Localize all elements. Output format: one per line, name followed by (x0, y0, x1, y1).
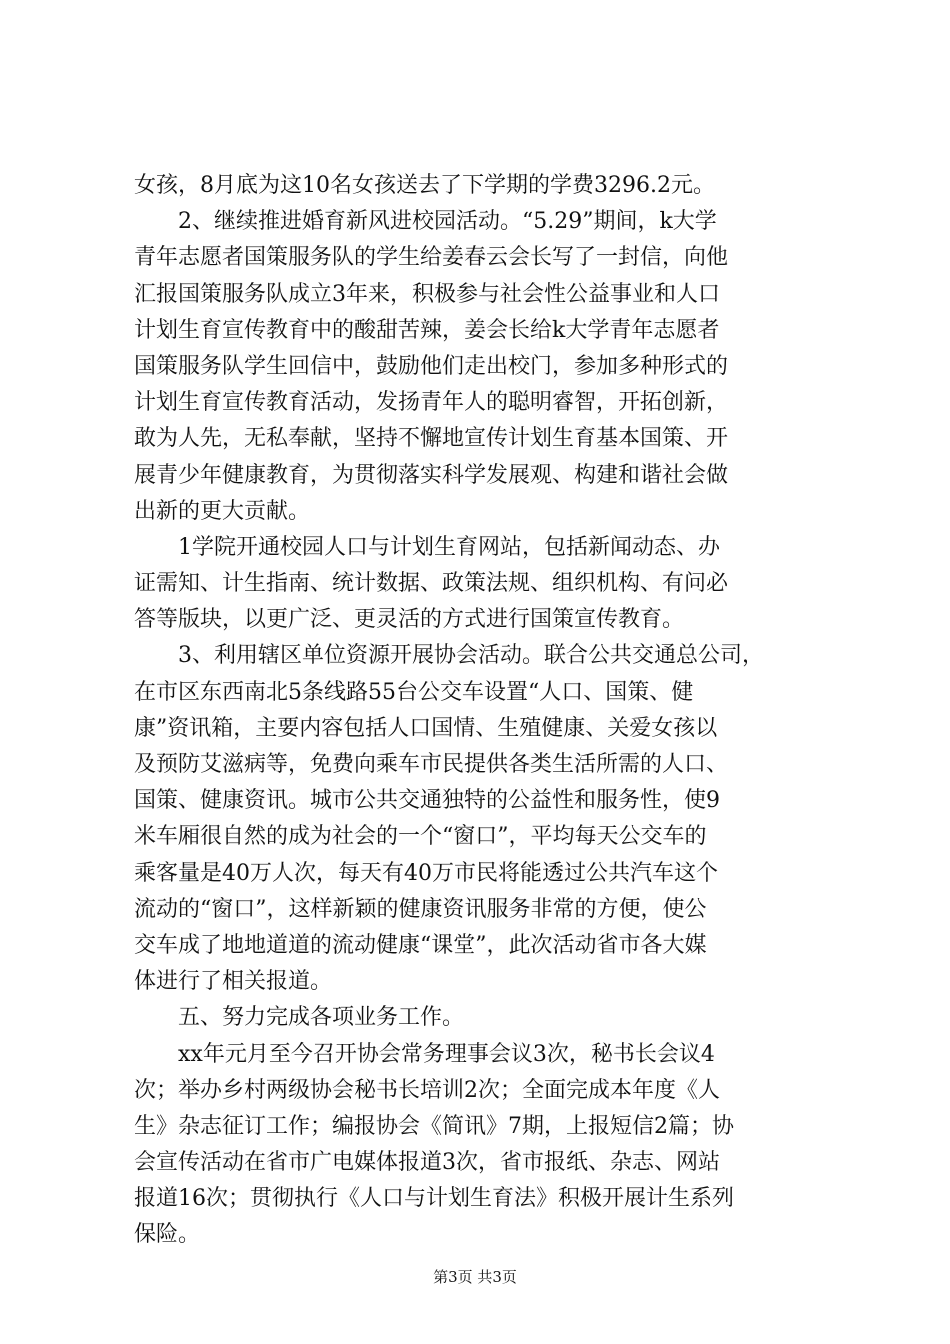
text-line: 证需知、计生指南、统计数据、政策法规、组织机构、有问必 (134, 571, 729, 597)
text-line: 生》杂志征订工作；编报协会《简讯》7期，上报短信2篇；协 (134, 1113, 734, 1139)
document-body (134, 168, 834, 1254)
text-line: 保险。 (134, 1222, 201, 1248)
text-line: 交车成了地地道道的流动健康“课堂”，此次活动省市各大媒 (134, 932, 707, 958)
text-line: 2、继续推进婚育新风进校园活动。“5.29”期间，k大学 (178, 209, 717, 235)
text-line: 国策服务队学生回信中，鼓励他们走出校门，参加多种形式的 (134, 353, 729, 379)
text-line: 次；举办乡村两级协会秘书长培训2次；全面完成本年度《人 (134, 1077, 720, 1103)
text-line: 在市区东西南北5条线路55台公交车设置“人口、国策、健 (134, 679, 694, 705)
text-line: 敢为人先，无私奉献，坚持不懈地宣传计划生育基本国策、开 (134, 426, 729, 452)
text-line: 3、利用辖区单位资源开展协会活动。联合公共交通总公司， (178, 643, 764, 669)
text-line: 计划生育宣传教育活动，发扬青年人的聪明睿智，开拓创新， (134, 390, 729, 416)
text-line: 答等版块，以更广泛、更灵活的方式进行国策宣传教育。 (134, 607, 685, 633)
text-line: 米车厢很自然的成为社会的一个“窗口”，平均每天公交车的 (134, 824, 707, 850)
text-line: 会宣传活动在省市广电媒体报道3次，省市报纸、杂志、网站 (134, 1150, 720, 1176)
text-line: 汇报国策服务队成立3年来，积极参与社会性公益事业和人口 (134, 281, 720, 307)
text-line: 及预防艾滋病等，免费向乘车市民提供各类生活所需的人口、 (134, 752, 729, 777)
text-line: 青年志愿者国策服务队的学生给姜春云会长写了一封信，向他 (134, 245, 729, 271)
text-line: 1学院开通校园人口与计划生育网站，包括新闻动态、办 (178, 534, 720, 560)
text-line: 体进行了相关报道。 (134, 969, 333, 995)
text-line: 报道16次；贯彻执行《人口与计划生育法》积极开展计生系列 (134, 1186, 734, 1212)
text-line: 展青少年健康教育，为贯彻落实科学发展观、构建和谐社会做 (134, 462, 729, 488)
text-line: 女孩，8月底为这10名女孩送去了下学期的学费3296.2元。 (134, 173, 715, 198)
text-line: 康”资讯箱，主要内容包括人口国情、生殖健康、关爱女孩以 (134, 715, 718, 741)
page-number-footer: 第3页 共3页 (433, 1268, 517, 1286)
text-line: xx年元月至今召开协会常务理事会议3次，秘书长会议4 (178, 1041, 715, 1067)
text-line: 国策、健康资讯。城市公共交通独特的公益性和服务性，使9 (134, 788, 720, 814)
text-line: 出新的更大贡献。 (134, 498, 311, 524)
section-heading: 五、努力完成各项业务工作。 (178, 1005, 465, 1031)
text-line: 乘客量是40万人次，每天有40万市民将能透过公共汽车这个 (134, 860, 718, 886)
text-line: 计划生育宣传教育中的酸甜苦辣，姜会长给k大学青年志愿者 (134, 317, 720, 343)
text-line: 流动的“窗口”，这样新颖的健康资讯服务非常的方便，使公 (134, 896, 707, 922)
